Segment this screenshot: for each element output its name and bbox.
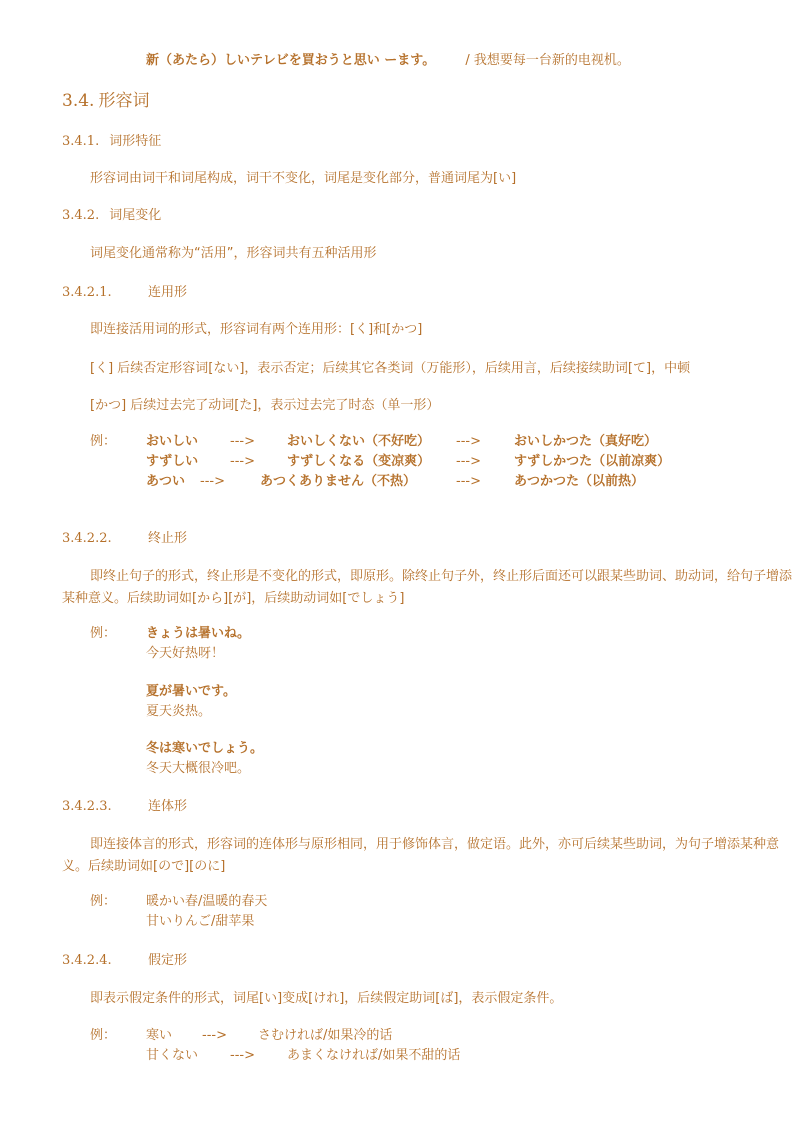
shuushi-example-3-jp: 冬は寒いでしょう。 — [146, 741, 264, 756]
top-example-separator: / — [465, 53, 470, 68]
top-example-jp: 新（あたら）しいテレビを買おうと思い ーます。 — [146, 53, 436, 68]
heading-title: 连用形 — [148, 285, 188, 300]
renyou-row-1-arrow-1: ---> — [230, 434, 255, 449]
heading-number: 3.4.2.3. — [62, 799, 112, 814]
heading-3-4-1 — [62, 135, 161, 148]
heading-number: 3.4. — [62, 91, 95, 111]
example-label: 例： — [90, 894, 117, 909]
renyou-row-2-b: すずしくなる（变凉爽） — [287, 454, 431, 469]
shuushi-example-1-jp: きょうは暑いね。 — [146, 626, 251, 641]
heading-3-4-2-1 — [62, 286, 187, 299]
heading-title: 终止形 — [148, 531, 188, 546]
example-label: 例： — [90, 626, 117, 641]
paragraph-renyou-3: [かつ] 后续过去完了动词[た]，表示过去完了时态（单一形） — [90, 398, 440, 413]
katei-row-2-b: あまくなければ/如果不甜的话 — [287, 1048, 461, 1063]
paragraph-renyou-2: [く] 后续否定形容词[ない]，表示否定；后续其它各类词（万能形），后续用言，后续接续助词[て]，中顿 — [90, 361, 691, 376]
heading-3-4-2-4 — [62, 954, 187, 967]
paragraph-shuushi: 即终止句子的形式，终止形是不变化的形式，即原形。除终止句子外，终止形后面还可以跟某些助词、助动词，给句子增添某种意义。后续助词如[から][が]，后续助动词如[でしょう] — [62, 569, 793, 606]
heading-3-4-2-2 — [62, 532, 187, 545]
katei-row-1-a: 寒い — [146, 1028, 173, 1043]
heading-3-4-2-3 — [62, 800, 187, 813]
paragraph-renyou-1: 即连接活用词的形式，形容词有两个连用形：[く]和[かつ] — [90, 322, 423, 337]
renyou-row-3-c: あつかつた（以前热） — [514, 474, 645, 489]
heading-number: 3.4.1. — [62, 134, 100, 149]
katei-row-1-arrow: ---> — [202, 1028, 227, 1043]
renyou-row-3-arrow-2: ---> — [456, 474, 481, 489]
renyou-row-2-a: すずしい — [146, 454, 199, 469]
katei-row-2-a: 甘くない — [146, 1048, 199, 1063]
renyou-row-1-c: おいしかつた（真好吃） — [514, 434, 658, 449]
katei-row-1-b: さむければ/如果冷的话 — [258, 1028, 393, 1043]
rentai-example-1: 暖かい春/温暖的春天 — [146, 894, 268, 909]
top-example-zh: 我想要每一台新的电视机。 — [473, 53, 630, 68]
renyou-row-3-arrow-1: ---> — [200, 474, 225, 489]
paragraph-katei: 即表示假定条件的形式，词尾[い]变成[けれ]，后续假定助词[ば]，表示假定条件。 — [90, 991, 563, 1006]
shuushi-example-1-zh: 今天好热呀！ — [146, 646, 225, 661]
heading-number: 3.4.2. — [62, 208, 100, 223]
example-label: 例： — [90, 434, 117, 449]
paragraph-rentai: 即连接体言的形式，形容词的连体形与原形相同，用于修饰体言，做定语。此外，亦可后续某些助词，为句子增添某种意义。后续助词如[ので][のに] — [62, 837, 780, 874]
katei-row-2-arrow: ---> — [230, 1048, 255, 1063]
shuushi-example-2-zh: 夏天炎热。 — [146, 704, 212, 719]
heading-number: 3.4.2.2. — [62, 531, 112, 546]
renyou-row-2-c: すずしかつた（以前凉爽） — [514, 454, 671, 469]
renyou-row-3-b: あつくありません（不热） — [260, 474, 417, 489]
shuushi-example-3-zh: 冬天大概很冷吧。 — [146, 761, 251, 776]
heading-number: 3.4.2.4. — [62, 953, 112, 968]
renyou-row-1-b: おいしくない（不好吃） — [287, 434, 431, 449]
renyou-row-3-a: あつい — [146, 474, 186, 489]
heading-title: 形容词 — [98, 91, 150, 111]
rentai-example-2: 甘いりんご/甜苹果 — [146, 914, 255, 929]
heading-title: 词形特征 — [109, 134, 162, 149]
top-example-line — [146, 54, 630, 67]
shuushi-example-2-jp: 夏が暑いです。 — [146, 684, 236, 699]
heading-3-4-2 — [62, 209, 161, 222]
heading-number: 3.4.2.1. — [62, 285, 112, 300]
renyou-row-1-arrow-2: ---> — [456, 434, 481, 449]
example-label: 例： — [90, 1028, 117, 1043]
renyou-row-1-a: おいしい — [146, 434, 199, 449]
paragraph-inflection: 词尾变化通常称为“活用”，形容词共有五种活用形 — [90, 246, 377, 261]
renyou-row-2-arrow-2: ---> — [456, 454, 481, 469]
heading-title: 假定形 — [148, 953, 188, 968]
heading-title: 词尾变化 — [109, 208, 162, 223]
paragraph-word-form: 形容词由词干和词尾构成，词干不变化，词尾是变化部分，普通词尾为[い] — [90, 171, 517, 186]
heading-title: 连体形 — [148, 799, 188, 814]
renyou-row-2-arrow-1: ---> — [230, 454, 255, 469]
heading-3-4 — [62, 93, 149, 110]
